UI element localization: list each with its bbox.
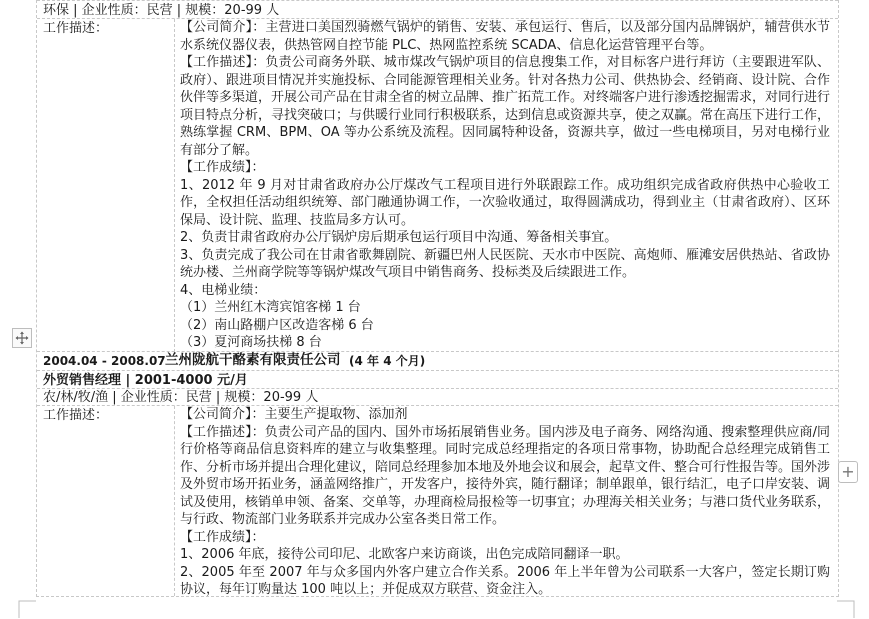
job1-desc-label: 工作描述： xyxy=(43,21,109,36)
job1-line: 【工作描述】：负责公司商务外联、城市煤改气锅炉项目的信息搜集工作，对目标客户进行拜访（主要跟进军队、政府）、跟进项目情况并实施投标、合同能源管理相关业务。针对各热力公司、供热协会、经销商、设计院、合作伙伴等多渠道，开展公司产品在甘肃全省的树立品牌、推广拓荒工作。对终端客户进行渗透挖掘需求，对同行进行项目特点分析，寻找突破口；与供暖行业同行积极联系，达到信息或资源共享，使之双赢。常在高压下进行工作，熟练掌握 CRM、BPM、OA 等办公系统及流程。因同属特种设备，资源共享，做过一些电梯项目，另对电梯行业有部分了解。 xyxy=(180,55,831,158)
job2-line: 1、2006 年底，接待公司印尼、北欧客户来访商谈，出色完成陪同翻译一职。 xyxy=(180,547,629,562)
page-corner-mark xyxy=(837,600,855,618)
job1-line: 2、负责甘肃省政府办公厅锅炉房后期承包运行项目中沟通、筹备相关事宜。 xyxy=(180,230,618,245)
job1-line: 3、负责完成了我公司在甘肃省歌舞剧院、新疆巴州人民医院、天水市中医院、高炮师、雁滩安居供热站、省政协统办楼、兰州商学院等等锅炉煤改气项目中销售商务、投标类及后续跟进工作。 xyxy=(180,247,830,280)
job2-period: 2004.04 - 2008.07 xyxy=(43,354,166,368)
job1-meta-row xyxy=(37,0,838,18)
job2-description-row xyxy=(37,405,838,596)
job2-duration: (4 年 4 个月) xyxy=(349,354,426,368)
job2-line: 【工作成绩】： xyxy=(180,529,265,545)
job1-line: （1）兰州红木湾宾馆客梯 1 台 xyxy=(180,300,361,315)
job1-line: 1、2012 年 9 月对甘肃省政府办公厅煤改气工程项目进行外联跟踪工作。成功组织完成省政府供热中心验收工作，全权担任活动组织统筹、部门融通协调工作，一次验收通过，取得圆满成功，得到业主（甘肃省政府）、区环保局、设计院、监理、技监局多方认可。 xyxy=(180,177,830,228)
job1-line: （3）夏河商场扶梯 8 台 xyxy=(180,335,322,350)
job1-description xyxy=(180,19,830,352)
job2-line: 2、2005 年至 2007 年与众多国内外客户建立合作关系。2006 年上半年曾为公司联系一大客户，签定长期订购协议，每年订购量达 100 吨以上；并促成双方联营、资金注入。 xyxy=(180,564,830,597)
resume-table xyxy=(36,0,839,597)
page-corner-mark xyxy=(18,600,36,618)
job2-company: 兰州陇航干酪素有限责任公司 xyxy=(165,352,341,368)
job2-position-row xyxy=(37,370,838,389)
table-move-handle[interactable] xyxy=(12,328,32,348)
job2-header-row xyxy=(37,351,838,370)
add-row-button[interactable] xyxy=(838,461,858,483)
job1-description-row xyxy=(37,18,838,352)
job1-line: 【公司简介】：主营进口美国烈骑燃气锅炉的销售、安装、承包运行、售后，以及部分国内品牌锅炉，辅营供水节水系统仪器仪表，供热管网自控节能 PLC、热网监控系统 SCADA、信息化运营管理平台等。 xyxy=(180,20,830,53)
plus-icon: + xyxy=(841,462,855,481)
job1-meta-line: 环保 | 企业性质：民营 | 规模：20-99 人 xyxy=(43,3,280,18)
job1-line: 【工作成绩】： xyxy=(180,160,265,175)
job2-desc-label: 工作描述： xyxy=(43,408,109,423)
job2-meta-row xyxy=(37,388,838,406)
job2-line: 【公司简介】：主要生产提取物、添加剂 xyxy=(180,407,408,422)
job1-line: （2）南山路棚户区改造客梯 6 台 xyxy=(180,317,374,333)
job2-position-line: 外贸销售经理 | 2001-4000 元/月 xyxy=(43,373,248,388)
job2-meta-line: 农/林/牧/渔 | 企业性质：民营 | 规模：20-99 人 xyxy=(43,390,319,405)
job1-line: 4、电梯业绩： xyxy=(180,282,267,298)
job2-line: 【工作描述】：负责公司产品的国内、国外市场拓展销售业务。国内涉及电子商务、网络沟通、搜索整理供应商/同行价格等商品信息资料库的建立与收集整理。同时完成总经理指定的各项日常事物，协助配合总经理完成销售工作、分析市场并提出合理化建议，陪同总经理参加本地及外地会议和展会，起草文件、整合可行性报告等。国外涉及外贸市场开拓业务，涵盖网络推广，开发客户，接待外宾，随行翻译；制单跟单，银行结汇，电子口岸安装、调试及使用，核销单申领、备案、交单等，办理商检局报检等一切事宜；办理海关相关业务；与港口货代业务联系，与行政、物流部门业务联系并完成办公室各类日常工作。 xyxy=(180,424,831,527)
job2-description xyxy=(180,406,830,599)
move-icon xyxy=(15,331,29,345)
